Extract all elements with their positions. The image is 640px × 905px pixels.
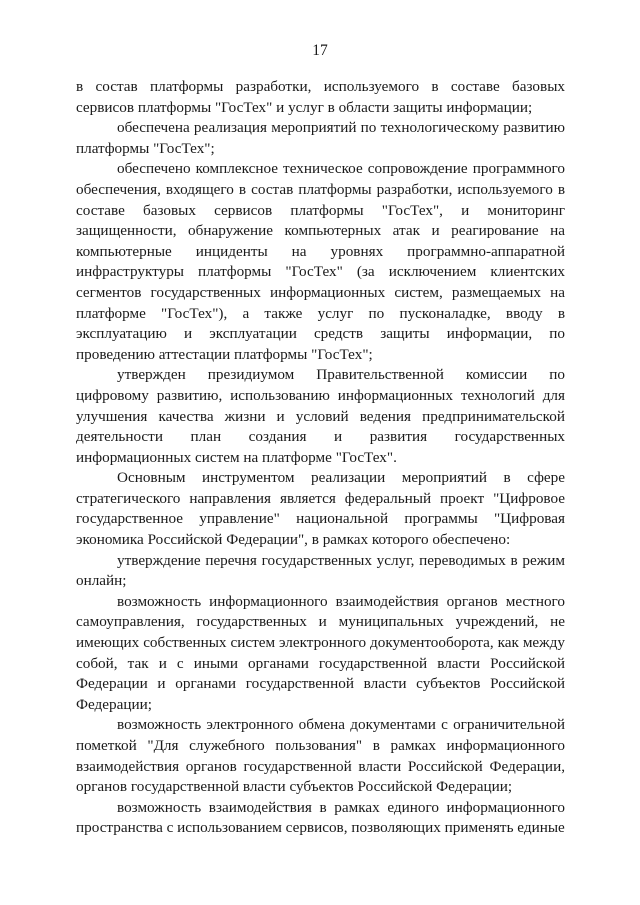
paragraph-2: обеспечена реализация мероприятий по технологическому развитию платформы "ГосТех"; <box>76 119 565 157</box>
paragraph-9: возможность взаимодействия в рамках единого информационного пространства с использованием сервисов, позволяющих применять единые <box>76 798 565 837</box>
page-number: 17 <box>312 42 328 59</box>
paragraph-7: возможность информационного взаимодействия органов местного самоуправления, государственных и муниципальных учреждений, не имеющих собственных систем электронного документооборота, как между собой, так и с иными органами государственной власти Российской Федерации и органами государственной власти субъектов Российской Федерации; <box>76 592 565 713</box>
document-body <box>76 77 565 839</box>
paragraph-6: утверждение перечня государственных услуг, переводимых в режим онлайн; <box>76 551 565 590</box>
paragraph-8: возможность электронного обмена документами с ограничительной пометкой "Для служебного пользования" в рамках информационного взаимодействия органов государственной власти Российской Федерации, органов государственной власти субъектов Российской Федерации; <box>76 716 565 796</box>
paragraph-3: обеспечено комплексное техническое сопровождение программного обеспечения, входящего в состав платформы разработки, используемого в составе базовых сервисов платформы "ГосТех", и мониторинг защищенности, обнаружение компьютерных атак и реагирование на компьютерные инциденты на уровнях программно-аппаратной инфраструктуры платформы "ГосТех" (за исключением клиентских сегментов государственных информационных систем, размещаемых на платформе "ГосТех"), а также услуг по пусконаладке, вводу в эксплуатацию и эксплуатации средств защиты информации, по проведению аттестации платформы "ГосТех"; <box>76 160 565 363</box>
paragraph-1: в состав платформы разработки, используемого в составе базовых сервисов платформы "ГосТех" и услуг в области защиты информации; <box>76 78 565 116</box>
paragraph-4: утвержден президиумом Правительственной комиссии по цифровому развитию, использованию информационных технологий для улучшения качества жизни и условий ведения предпринимательской деятельности план создания и развития государственных информационных систем на платформе "ГосТех". <box>76 366 565 466</box>
paragraph-5: Основным инструментом реализации мероприятий в сфере стратегического направления является федеральный проект "Цифровое государственное управление" национальной программы "Цифровая экономика Российской Федерации", в рамках которого обеспечено: <box>76 469 565 549</box>
